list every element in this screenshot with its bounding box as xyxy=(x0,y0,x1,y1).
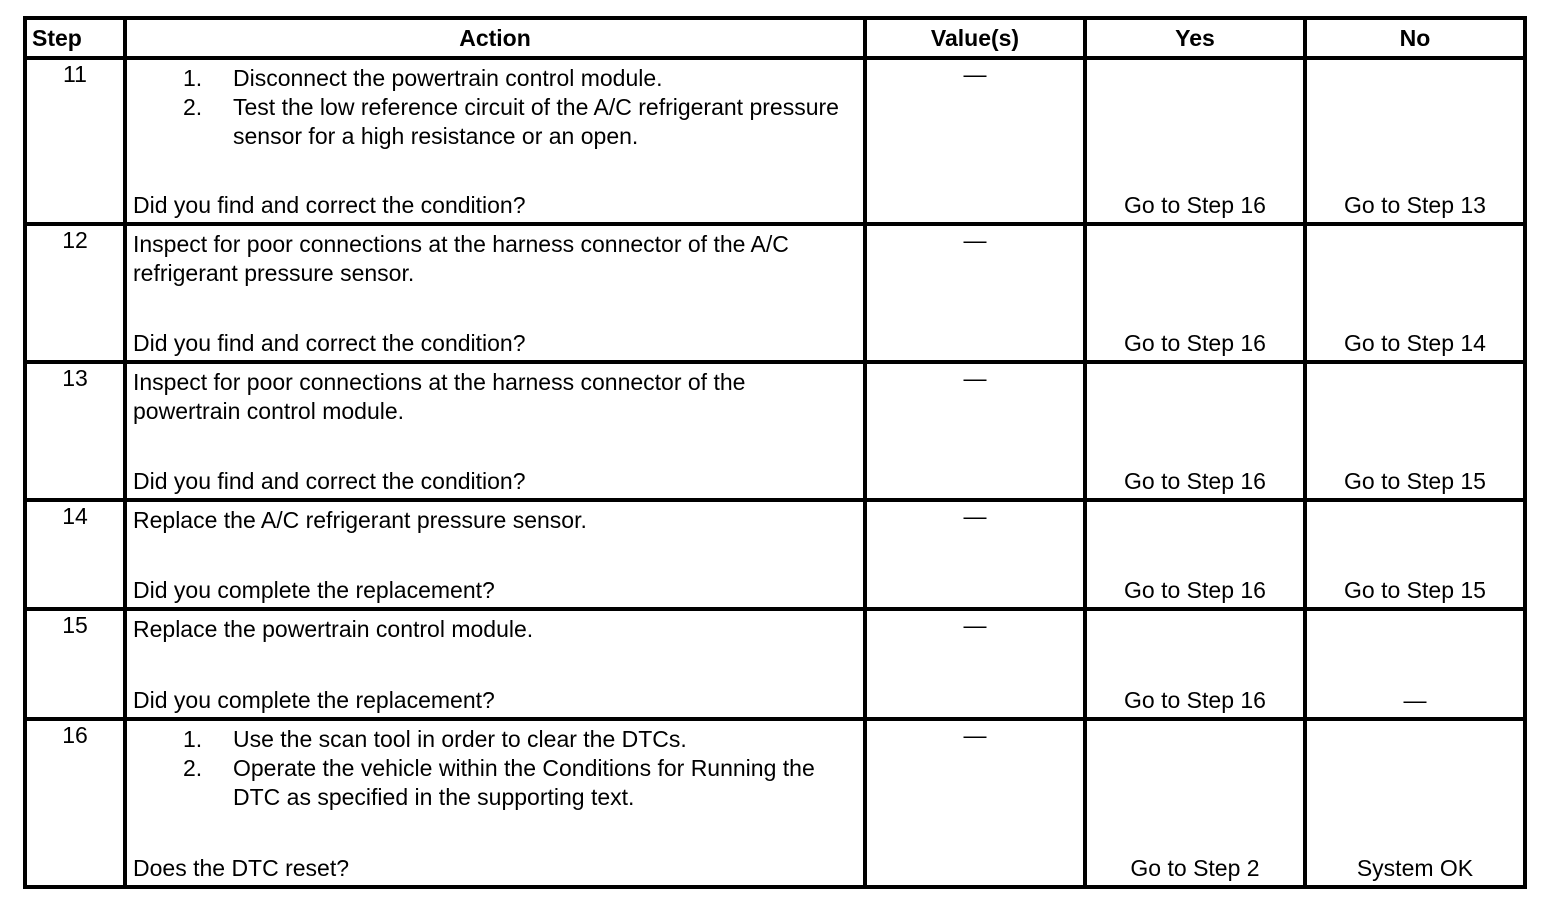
list-number: 2. xyxy=(183,755,203,781)
yes-outcome: Go to Step 16 xyxy=(1124,577,1266,603)
action-cell xyxy=(125,719,865,887)
no-outcome: Go to Step 14 xyxy=(1344,330,1486,356)
yes-cell xyxy=(1085,224,1305,362)
action-question: Did you find and correct the condition? xyxy=(133,192,526,218)
yes-cell xyxy=(1085,719,1305,887)
action-list xyxy=(133,64,855,151)
value-cell: — xyxy=(865,224,1085,362)
list-text: Disconnect the powertrain control module. xyxy=(233,65,663,91)
action-question: Did you complete the replacement? xyxy=(133,577,495,603)
action-question: Did you find and correct the condition? xyxy=(133,330,526,356)
table-row xyxy=(25,362,1525,500)
action-text: Inspect for poor connections at the harness connector of the powertrain control module. xyxy=(133,369,746,424)
list-number: 2. xyxy=(183,94,203,120)
action-cell xyxy=(125,224,865,362)
no-outcome: Go to Step 15 xyxy=(1344,577,1486,603)
header-no: No xyxy=(1305,18,1525,58)
no-outcome: System OK xyxy=(1356,855,1474,881)
value-cell: — xyxy=(865,362,1085,500)
yes-outcome: Go to Step 16 xyxy=(1124,687,1266,713)
list-item xyxy=(183,725,855,754)
action-text: Replace the powertrain control module. xyxy=(133,616,534,642)
yes-outcome: Go to Step 16 xyxy=(1124,192,1266,218)
header-values: Value(s) xyxy=(865,18,1085,58)
list-number: 1. xyxy=(183,65,203,91)
yes-cell xyxy=(1085,58,1305,224)
no-cell xyxy=(1305,58,1525,224)
step-number: 15 xyxy=(25,609,125,719)
value-cell: — xyxy=(865,609,1085,719)
yes-outcome: Go to Step 16 xyxy=(1124,468,1266,494)
action-cell xyxy=(125,609,865,719)
list-item xyxy=(183,93,855,151)
value-cell: — xyxy=(865,719,1085,887)
list-text: Use the scan tool in order to clear the DTCs. xyxy=(233,726,687,752)
list-text: Test the low reference circuit of the A/C refrigerant pressure sensor for a high resistance or an open. xyxy=(233,94,839,149)
no-outcome: Go to Step 15 xyxy=(1344,468,1486,494)
table-row xyxy=(25,719,1525,887)
table-row xyxy=(25,609,1525,719)
no-cell xyxy=(1305,500,1525,609)
action-question: Did you find and correct the condition? xyxy=(133,468,526,494)
no-cell xyxy=(1305,719,1525,887)
step-number: 11 xyxy=(25,58,125,224)
yes-outcome: Go to Step 16 xyxy=(1124,330,1266,356)
action-question: Does the DTC reset? xyxy=(133,855,350,881)
table-row xyxy=(25,500,1525,609)
action-text: Inspect for poor connections at the harness connector of the A/C refrigerant pressure sensor. xyxy=(133,231,789,286)
diagnostic-table xyxy=(23,16,1527,889)
step-number: 12 xyxy=(25,224,125,362)
action-question: Did you complete the replacement? xyxy=(133,687,495,713)
step-number: 16 xyxy=(25,719,125,887)
step-number: 13 xyxy=(25,362,125,500)
action-list xyxy=(133,725,855,812)
list-text: Operate the vehicle within the Conditions for Running the DTC as specified in the supporting text. xyxy=(233,755,815,810)
yes-cell xyxy=(1085,500,1305,609)
action-text: Replace the A/C refrigerant pressure sensor. xyxy=(133,507,587,533)
yes-cell xyxy=(1085,362,1305,500)
table-row xyxy=(25,224,1525,362)
action-cell xyxy=(125,58,865,224)
header-row xyxy=(25,18,1525,58)
header-yes: Yes xyxy=(1085,18,1305,58)
list-number: 1. xyxy=(183,726,203,752)
list-item xyxy=(183,64,855,93)
no-outcome: Go to Step 13 xyxy=(1344,192,1486,218)
yes-cell xyxy=(1085,609,1305,719)
action-cell xyxy=(125,500,865,609)
no-outcome: — xyxy=(1403,687,1427,713)
no-cell xyxy=(1305,609,1525,719)
table-row xyxy=(25,58,1525,224)
header-step: Step xyxy=(25,18,125,58)
yes-outcome: Go to Step 2 xyxy=(1130,855,1260,881)
header-action: Action xyxy=(125,18,865,58)
step-number: 14 xyxy=(25,500,125,609)
value-cell: — xyxy=(865,58,1085,224)
no-cell xyxy=(1305,362,1525,500)
no-cell xyxy=(1305,224,1525,362)
list-item xyxy=(183,754,855,812)
action-cell xyxy=(125,362,865,500)
value-cell: — xyxy=(865,500,1085,609)
